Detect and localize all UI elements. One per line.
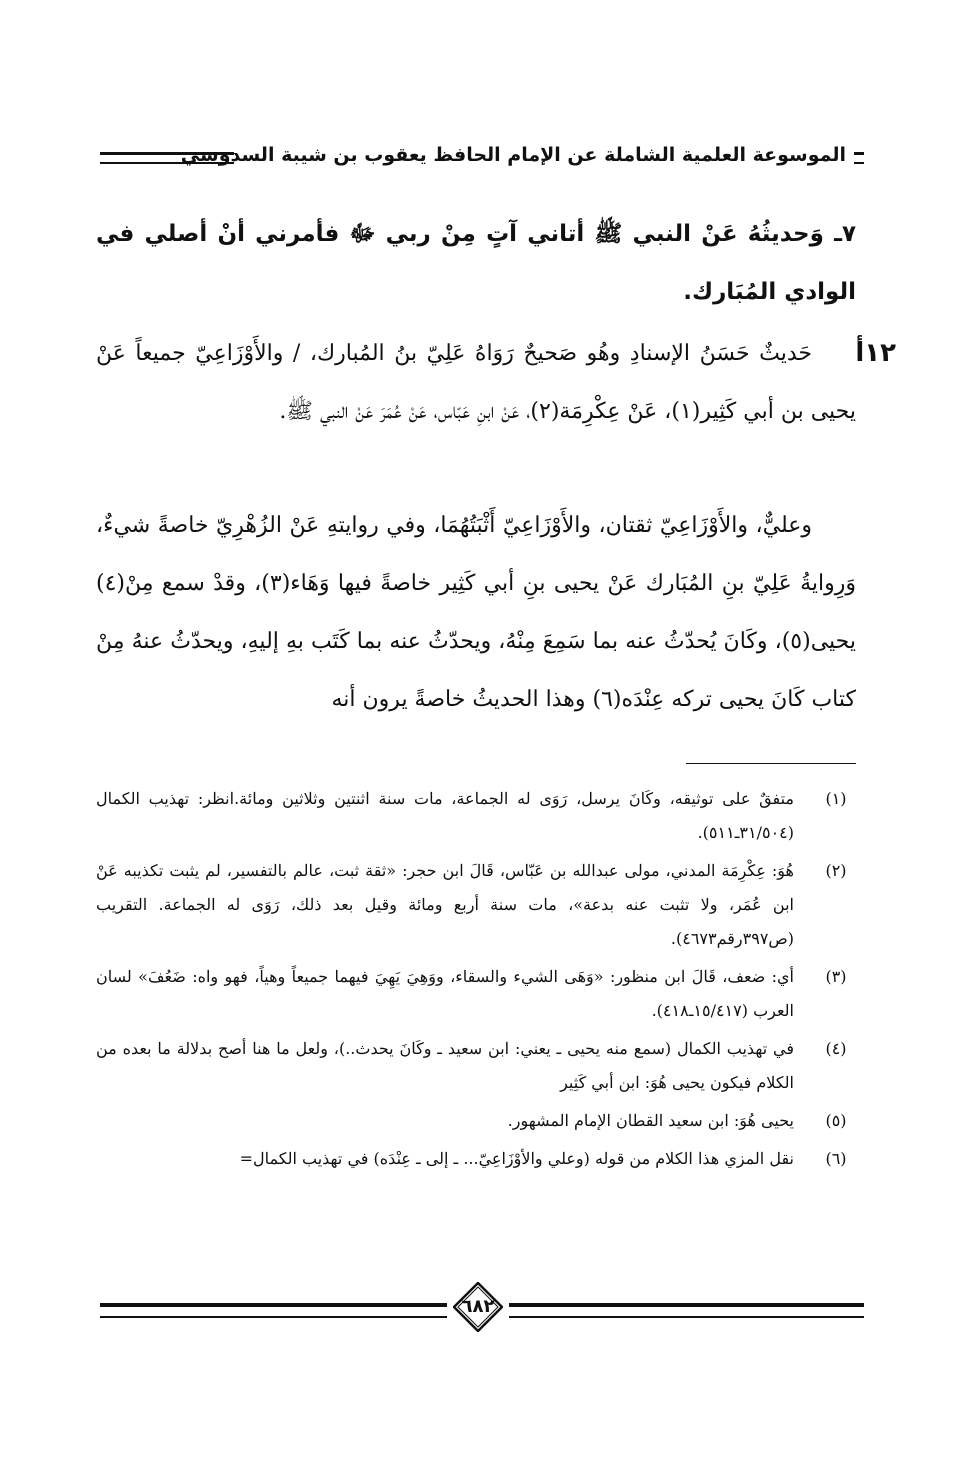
footnote-item	[96, 960, 856, 1028]
page-number: ٦٨٢	[461, 1296, 495, 1317]
footnote-text: أي: ضعف، قَالَ ابن منظور: «وَهَى الشيء والسقاء، ووَهِيَ يَهِيَ فيهما جميعاً وهياً، فهو واه: ضَعُفَ» لسان العرب (١٥/٤١٧ـ٤١٨).	[96, 967, 794, 1020]
footnote-number: (٥)	[825, 1111, 847, 1130]
body-paragraph: حَديثٌ حَسَنُ الإسنادِ وهُو صَحيحٌ رَوَاهُ عَلِيّ بنُ المُبارك، / والأَوْزَاعِيّ جميعاً عَنْ يحيى بن أبي كَثِير(١)، عَنْ عِكْرِمَة(٢)، عَنْ ابنِ عَبّاس، عَنْ عُمَرَ عَنْ النبي ﷺ.	[96, 341, 856, 424]
footnote-item	[96, 854, 856, 956]
footnote-text: نقل المزي هذا الكلام من قوله (وعلي والأوْزَاعِيّ... ـ إلى ـ عِنْدَه) في تهذيب الكمال=	[239, 1149, 794, 1168]
footnote-separator	[686, 763, 856, 764]
footnote-item	[96, 1032, 856, 1100]
manuscript-folio-marker: ١٢أ	[855, 338, 896, 368]
running-header	[100, 140, 864, 170]
footnote-text: يحيى هُوَ: ابن سعيد القطان الإمام المشهور.	[507, 1111, 794, 1130]
footnote-number: (٤)	[825, 1039, 847, 1058]
footnotes	[96, 782, 856, 1180]
page-number-frame	[447, 1285, 509, 1329]
footnote-text: هُوَ: عِكْرِمَة المدني، مولى عبدالله بن عَبّاس، قَالَ ابن حجر: «ثقة ثبت، عالم بالتفسير، لم يثبت تكذيبه عَنْ ابن عُمَر، ولا تثبت عنه بدعة»، مات سنة أربع ومائة وقيل بعد ذلك، رَوَى له الجماعة. التقريب (ص٣٩٧رقم٤٦٧٣).	[96, 861, 794, 948]
footnote-text: متفقٌ على توثيقه، وكَانَ يرسل، رَوَى له الجماعة، مات سنة اثنتين وثلاثين ومائة.انظر: تهذيب الكمال (٣١/٥٠٤ـ٥١١).	[96, 789, 794, 842]
footnote-number: (٣)	[825, 967, 847, 986]
footnote-item	[96, 1104, 856, 1138]
hadith-heading: ٧ـ وَحديثُهُ عَنْ النبي ﷺ أتاني آتٍ مِنْ ربي ﷻ فأمرني أنْ أصلي في الوادي المُبَارك.	[96, 221, 856, 305]
header-title: الموسوعة العلمية الشاملة عن الإمام الحافظ يعقوب بن شيبة السدوسي	[234, 140, 854, 170]
body-paragraph: وعليٌّ، والأَوْزَاعِيّ ثقتان، والأَوْزَاعِيّ أَثْبَتُهُمَا، وفي روايتهِ عَنْ الزُهْرِيّ خاصةً شيءٌ، وَرِوايةُ عَلِيّ بنِ المُبَارك عَنْ يحيى بنِ أبي كَثِير خاصةً فيها وَهَاء(٣)، وقدْ سمع مِنْ(٤) يحيى(٥)، وكَانَ يُحدّثُ عنه بما سَمِعَ مِنْهُ، ويحدّثُ عنه بما كَتَب بهِ إليهِ، ويحدّثُ عنهُ مِنْ كتاب كَانَ يحيى تركه عِنْدَه(٦) وهذا الحديثُ خاصةً يرون أنه	[96, 513, 857, 712]
footnote-number: (١)	[825, 789, 847, 808]
footnote-text: في تهذيب الكمال (سمع منه يحيى ـ يعني: ابن سعيد ـ وكَانَ يحدث..)، ولعل ما هنا أصح بدلالة ما بعده من الكلام فيكون يحيى هُوَ: ابن أبي كَثِير	[96, 1039, 794, 1092]
footnote-number: (٦)	[825, 1149, 847, 1168]
footnote-item	[96, 782, 856, 850]
footnote-item	[96, 1142, 856, 1176]
footnote-number: (٢)	[825, 861, 847, 880]
